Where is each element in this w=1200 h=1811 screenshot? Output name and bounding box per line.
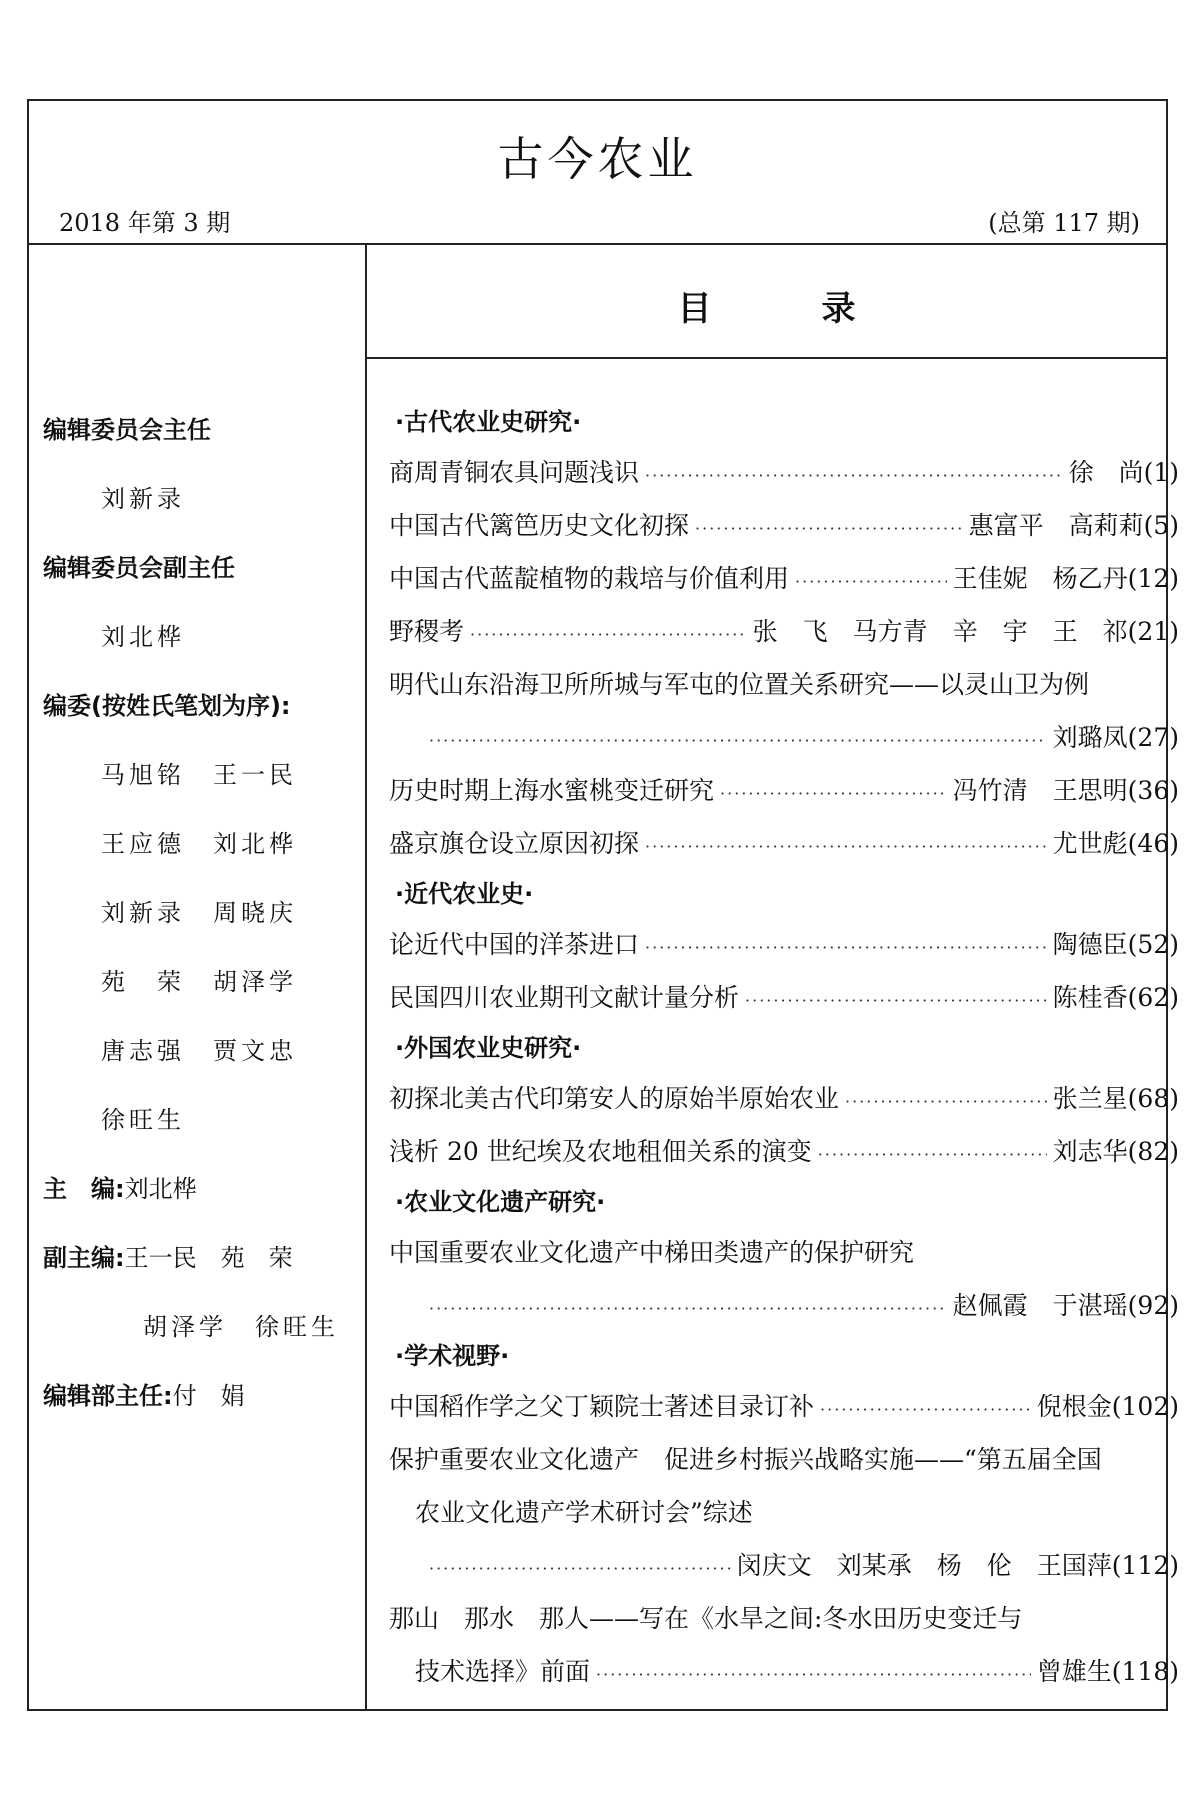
editorial-role-value: 王一民 苑 荣 xyxy=(124,1244,293,1272)
section-heading: ·古代农业史研究· xyxy=(395,408,582,436)
entry-page: (82) xyxy=(1127,1137,1179,1166)
editorial-role-value: 付 娟 xyxy=(172,1382,245,1410)
entry-title-line: 技术选择》前面 xyxy=(415,1657,591,1686)
editorial-heading: 编委(按姓氏笔划为序): xyxy=(43,692,291,720)
editorial-name: 马旭铭 xyxy=(101,761,185,789)
entry-title-line: 中国重要农业文化遗产中梯田类遗产的保护研究 xyxy=(389,1238,915,1267)
entry-authors: 惠富平 高莉莉 xyxy=(968,511,1144,540)
toc-entry xyxy=(389,1072,1179,1125)
dot-leader xyxy=(818,1128,1047,1181)
editorial-name-pair xyxy=(43,741,353,810)
entry-page: (27) xyxy=(1127,723,1179,752)
toc-entry xyxy=(389,605,1179,658)
editorial-role-label: 编辑部主任: xyxy=(43,1382,173,1410)
toc-entry xyxy=(389,918,1179,971)
toc-entry xyxy=(389,499,1179,552)
dot-leader xyxy=(745,974,1047,1027)
entry-authors: 陈桂香 xyxy=(1052,983,1128,1012)
toc-entry xyxy=(389,1125,1179,1178)
entry-page: (36) xyxy=(1127,776,1179,805)
entry-authors: 闵庆文 刘某承 杨 伦 王国萍 xyxy=(736,1551,1112,1580)
entry-page: (62) xyxy=(1127,983,1179,1012)
editorial-name-pair xyxy=(43,879,353,948)
toc-entry xyxy=(389,1279,1179,1332)
entry-title: 民国四川农业期刊文献计量分析 xyxy=(389,983,740,1012)
entry-authors: 王佳妮 杨乙丹 xyxy=(952,564,1128,593)
toc-entry xyxy=(389,446,1179,499)
editorial-name: 周晓庆 xyxy=(213,899,297,927)
entry-title-line: 那山 那水 那人——写在《水旱之间:冬水田历史变迁与 xyxy=(389,1604,1023,1633)
entry-authors: 陶德臣 xyxy=(1052,930,1128,959)
toc-header xyxy=(367,243,1166,359)
editorial-name: 唐志强 xyxy=(101,1037,185,1065)
editorial-name: 刘北桦 xyxy=(101,623,185,651)
editorial-name-pair xyxy=(43,810,353,879)
dot-leader xyxy=(845,1075,1047,1128)
editorial-name: 刘新录 xyxy=(101,485,185,513)
entry-authors: 张兰星 xyxy=(1052,1084,1128,1113)
toc-entry xyxy=(389,1380,1179,1433)
dot-leader xyxy=(645,921,1047,974)
entry-title: 浅析 20 世纪埃及农地租佃关系的演变 xyxy=(389,1137,812,1166)
editorial-name: 刘北桦 xyxy=(213,830,297,858)
dot-leader xyxy=(429,714,1047,767)
entry-authors: 刘璐凤 xyxy=(1052,723,1128,752)
entry-title: 中国古代篱笆历史文化初探 xyxy=(389,511,690,540)
entry-page: (102) xyxy=(1111,1392,1179,1421)
column-divider xyxy=(365,243,367,1709)
editorial-heading: 编辑委员会主任 xyxy=(43,416,211,444)
entry-page: (112) xyxy=(1111,1551,1179,1580)
entry-title-line: 明代山东沿海卫所所城与军屯的位置关系研究——以灵山卫为例 xyxy=(389,670,1090,699)
page-frame xyxy=(27,99,1179,1711)
toc-entry xyxy=(389,971,1179,1024)
editorial-name: 刘新录 xyxy=(101,899,185,927)
editorial-name: 徐旺生 xyxy=(101,1106,185,1134)
editorial-name: 王应德 xyxy=(101,830,185,858)
editorial-role-label: 主 编: xyxy=(43,1175,125,1203)
entry-title-line: 保护重要农业文化遗产 促进乡村振兴战略实施——“第五届全国 xyxy=(389,1445,1102,1474)
editorial-name-pair xyxy=(43,948,353,1017)
dot-leader xyxy=(695,502,963,555)
entry-authors: 尤世彪 xyxy=(1052,829,1128,858)
entry-title: 野稷考 xyxy=(389,617,465,646)
section-heading: ·学术视野· xyxy=(395,1342,510,1370)
toc-entry xyxy=(389,552,1179,605)
entry-authors: 刘志华 xyxy=(1052,1137,1128,1166)
editorial-role-value: 刘北桦 xyxy=(124,1175,197,1203)
entry-page: (52) xyxy=(1127,930,1179,959)
entry-authors: 赵佩霞 于湛瑶 xyxy=(952,1291,1128,1320)
entry-title: 论近代中国的洋茶进口 xyxy=(389,930,640,959)
entry-authors: 张 飞 马方青 辛 宇 王 祁 xyxy=(752,617,1128,646)
toc-entry xyxy=(389,711,1179,764)
toc-entry xyxy=(389,1645,1179,1698)
issue-year: 2018 年第 3 期 xyxy=(59,209,231,237)
editorial-role xyxy=(43,1155,353,1224)
entry-title: 盛京旗仓设立原因初探 xyxy=(389,829,640,858)
dot-leader xyxy=(795,555,947,608)
entry-authors: 曾雄生 xyxy=(1036,1657,1112,1686)
dot-leader xyxy=(820,1383,1031,1436)
issue-total: (总第 117 期) xyxy=(988,209,1140,237)
entry-authors: 倪根金 xyxy=(1036,1392,1112,1421)
dot-leader xyxy=(720,767,947,820)
editorial-name-pair xyxy=(43,1017,353,1086)
toc-title: 目录 xyxy=(677,289,966,329)
entry-page: (1) xyxy=(1143,458,1179,487)
dot-leader xyxy=(429,1542,731,1595)
section-heading: ·外国农业史研究· xyxy=(395,1034,582,1062)
editorial-name: 贾文忠 xyxy=(213,1037,297,1065)
toc-entry xyxy=(389,817,1179,870)
editorial-board xyxy=(43,396,353,1431)
toc-entry xyxy=(389,1539,1179,1592)
entry-page: (5) xyxy=(1143,511,1179,540)
entry-page: (12) xyxy=(1127,564,1179,593)
section-heading: ·近代农业史· xyxy=(395,880,534,908)
dot-leader xyxy=(429,1282,947,1335)
table-of-contents xyxy=(389,398,1179,1698)
dot-leader xyxy=(645,449,1063,502)
editorial-name: 胡泽学 徐旺生 xyxy=(143,1313,339,1341)
entry-title: 商周青铜农具问题浅识 xyxy=(389,458,640,487)
editorial-role xyxy=(43,1224,353,1293)
dot-leader xyxy=(645,820,1047,873)
editorial-heading: 编辑委员会副主任 xyxy=(43,554,235,582)
entry-page: (46) xyxy=(1127,829,1179,858)
entry-title: 中国古代蓝靛植物的栽培与价值利用 xyxy=(389,564,790,593)
entry-authors: 冯竹清 王思明 xyxy=(952,776,1128,805)
dot-leader xyxy=(596,1648,1031,1701)
entry-title: 中国稻作学之父丁颖院士著述目录订补 xyxy=(389,1392,815,1421)
dot-leader xyxy=(470,608,747,661)
entry-title-line: 农业文化遗产学术研讨会”综述 xyxy=(415,1498,753,1527)
section-heading: ·农业文化遗产研究· xyxy=(395,1188,606,1216)
editorial-name: 王一民 xyxy=(213,761,297,789)
entry-page: (92) xyxy=(1127,1291,1179,1320)
toc-entry xyxy=(389,764,1179,817)
entry-authors: 徐 尚 xyxy=(1068,458,1144,487)
entry-page: (21) xyxy=(1127,617,1179,646)
editorial-name: 胡泽学 xyxy=(213,968,297,996)
editorial-role-label: 副主编: xyxy=(43,1244,125,1272)
editorial-name: 苑 荣 xyxy=(101,968,185,996)
entry-title: 历史时期上海水蜜桃变迁研究 xyxy=(389,776,715,805)
editorial-role xyxy=(43,1362,353,1431)
entry-title: 初探北美古代印第安人的原始半原始农业 xyxy=(389,1084,840,1113)
journal-title: 古今农业 xyxy=(497,132,698,186)
entry-page: (68) xyxy=(1127,1084,1179,1113)
entry-page: (118) xyxy=(1111,1657,1179,1686)
